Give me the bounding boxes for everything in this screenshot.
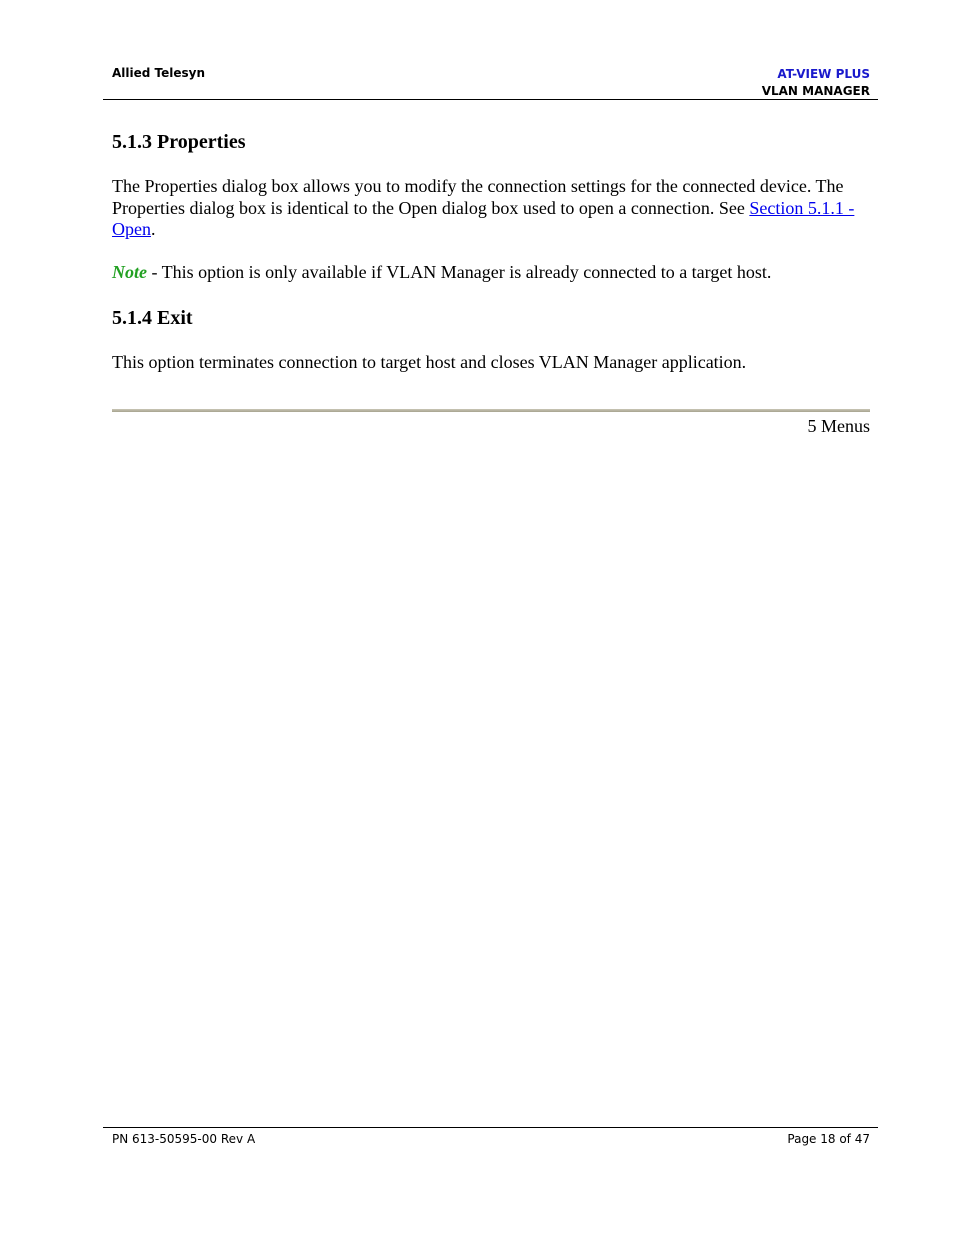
header-product-title: AT-VIEW PLUS xyxy=(777,67,870,81)
properties-body-end: . xyxy=(151,219,156,239)
note-label: Note xyxy=(112,262,147,282)
footer-part-number: PN 613-50595-00 Rev A xyxy=(112,1132,256,1146)
header-product-block xyxy=(762,66,870,100)
chapter-label: 5 Menus xyxy=(807,416,870,436)
exit-paragraph: This option terminates connection to target host and closes VLAN Manager application. xyxy=(112,352,747,372)
note-text: - This option is only available if VLAN Manager is already connected to a target host. xyxy=(147,262,772,282)
header-module-title: VLAN MANAGER xyxy=(761,84,870,98)
footer-divider xyxy=(103,1127,878,1128)
properties-body-text: The Properties dialog box allows you to modify the connection settings for the connected device. The Properties dialog box is identical to the Open dialog box used to open a connection. See xyxy=(112,176,844,218)
properties-paragraph xyxy=(112,176,872,241)
section-heading-properties: 5.1.3 Properties xyxy=(112,131,246,153)
note-paragraph xyxy=(112,262,872,284)
section-divider xyxy=(112,409,870,412)
section-open-link[interactable]: Section 5.1.1 - Open xyxy=(112,197,855,239)
footer-page-number: Page 18 of 47 xyxy=(787,1132,870,1146)
section-heading-exit: 5.1.4 Exit xyxy=(112,307,193,329)
header-divider xyxy=(103,99,878,100)
header-company: Allied Telesyn xyxy=(112,66,206,80)
